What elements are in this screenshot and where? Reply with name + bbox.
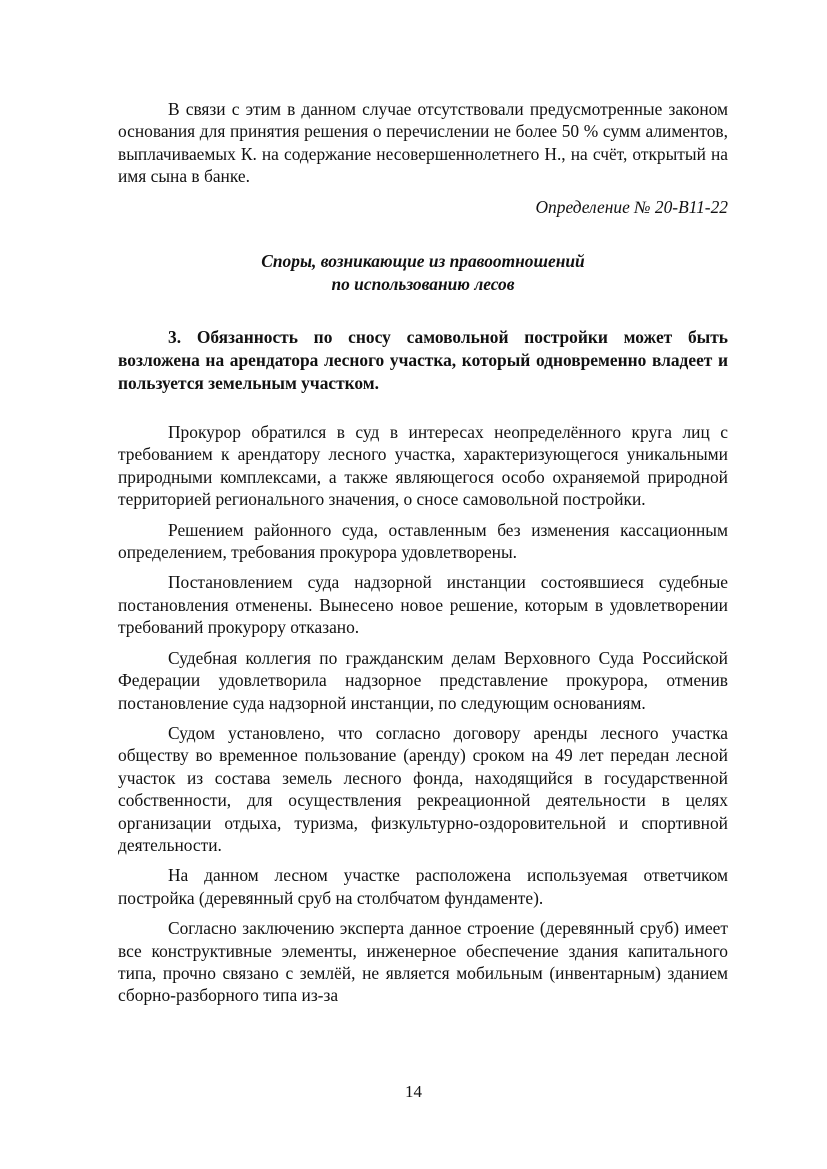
body-paragraph: Согласно заключению эксперта данное строение (деревянный сруб) имеет все конструктивные элементы, инженерное обеспечение здания капитального типа, прочно связано с землёй, не является мобильным (инвентарным) зданием сборно-разборного типа из-за — [118, 918, 728, 1006]
body-paragraph: Решением районного суда, оставленным без изменения кассационным определением, требования прокурора удовлетворены. — [118, 519, 728, 563]
thesis-statement: 3. Обязанность по сносу самовольной постройки может быть возложена на арендатора лесного участка, который одновременно владеет и пользуется земельным участком. — [118, 327, 728, 394]
intro-paragraph: В связи с этим в данном случае отсутствовали предусмотренные законом основания для принятия решения о перечислении не более 50 % сумм алиментов, выплачиваемых К. на содержание несовершеннолетнего Н., на счёт, открытый на имя сына в банке. — [118, 99, 728, 187]
section-title — [118, 250, 728, 296]
page-number: 14 — [405, 1082, 422, 1101]
decision-reference: Определение № 20-В11-22 — [535, 196, 728, 217]
section-title-line-1: Споры, возникающие из правоотношений — [261, 251, 585, 272]
body-paragraph: На данном лесном участке расположена используемая ответчиком постройка (деревянный сруб на столбчатом фундаменте). — [118, 865, 728, 908]
body-paragraph: Судебная коллегия по гражданским делам Верховного Суда Российской Федерации удовлетворила надзорное представление прокурора, отменив постановление суда надзорной инстанции, по следующим основаниям. — [118, 647, 728, 713]
body-paragraph: Прокурор обратился в суд в интересах неопределённого круга лиц с требованием к арендатору лесного участка, характеризующегося уникальными природными комплексами, а также являющегося особо охраняемой природной территорией регионального значения, о сносе самовольной постройки. — [118, 422, 728, 510]
document-page — [118, 98, 728, 1007]
body-paragraph: Судом установлено, что согласно договору аренды лесного участка обществу во временное пользование (аренду) сроком на 49 лет передан лесной участок из состава земель лесного фонда, находящийся в государственной собственности, для осуществления рекреационной деятельности в целях организации отдыха, туризма, физкультурно-оздоровительной и спортивной деятельности. — [118, 722, 728, 855]
section-title-line-2: по использованию лесов — [331, 274, 515, 295]
body-paragraph: Постановлением суда надзорной инстанции состоявшиеся судебные постановления отменены. Вынесено новое решение, которым в удовлетворении требований прокурору отказано. — [118, 572, 728, 638]
